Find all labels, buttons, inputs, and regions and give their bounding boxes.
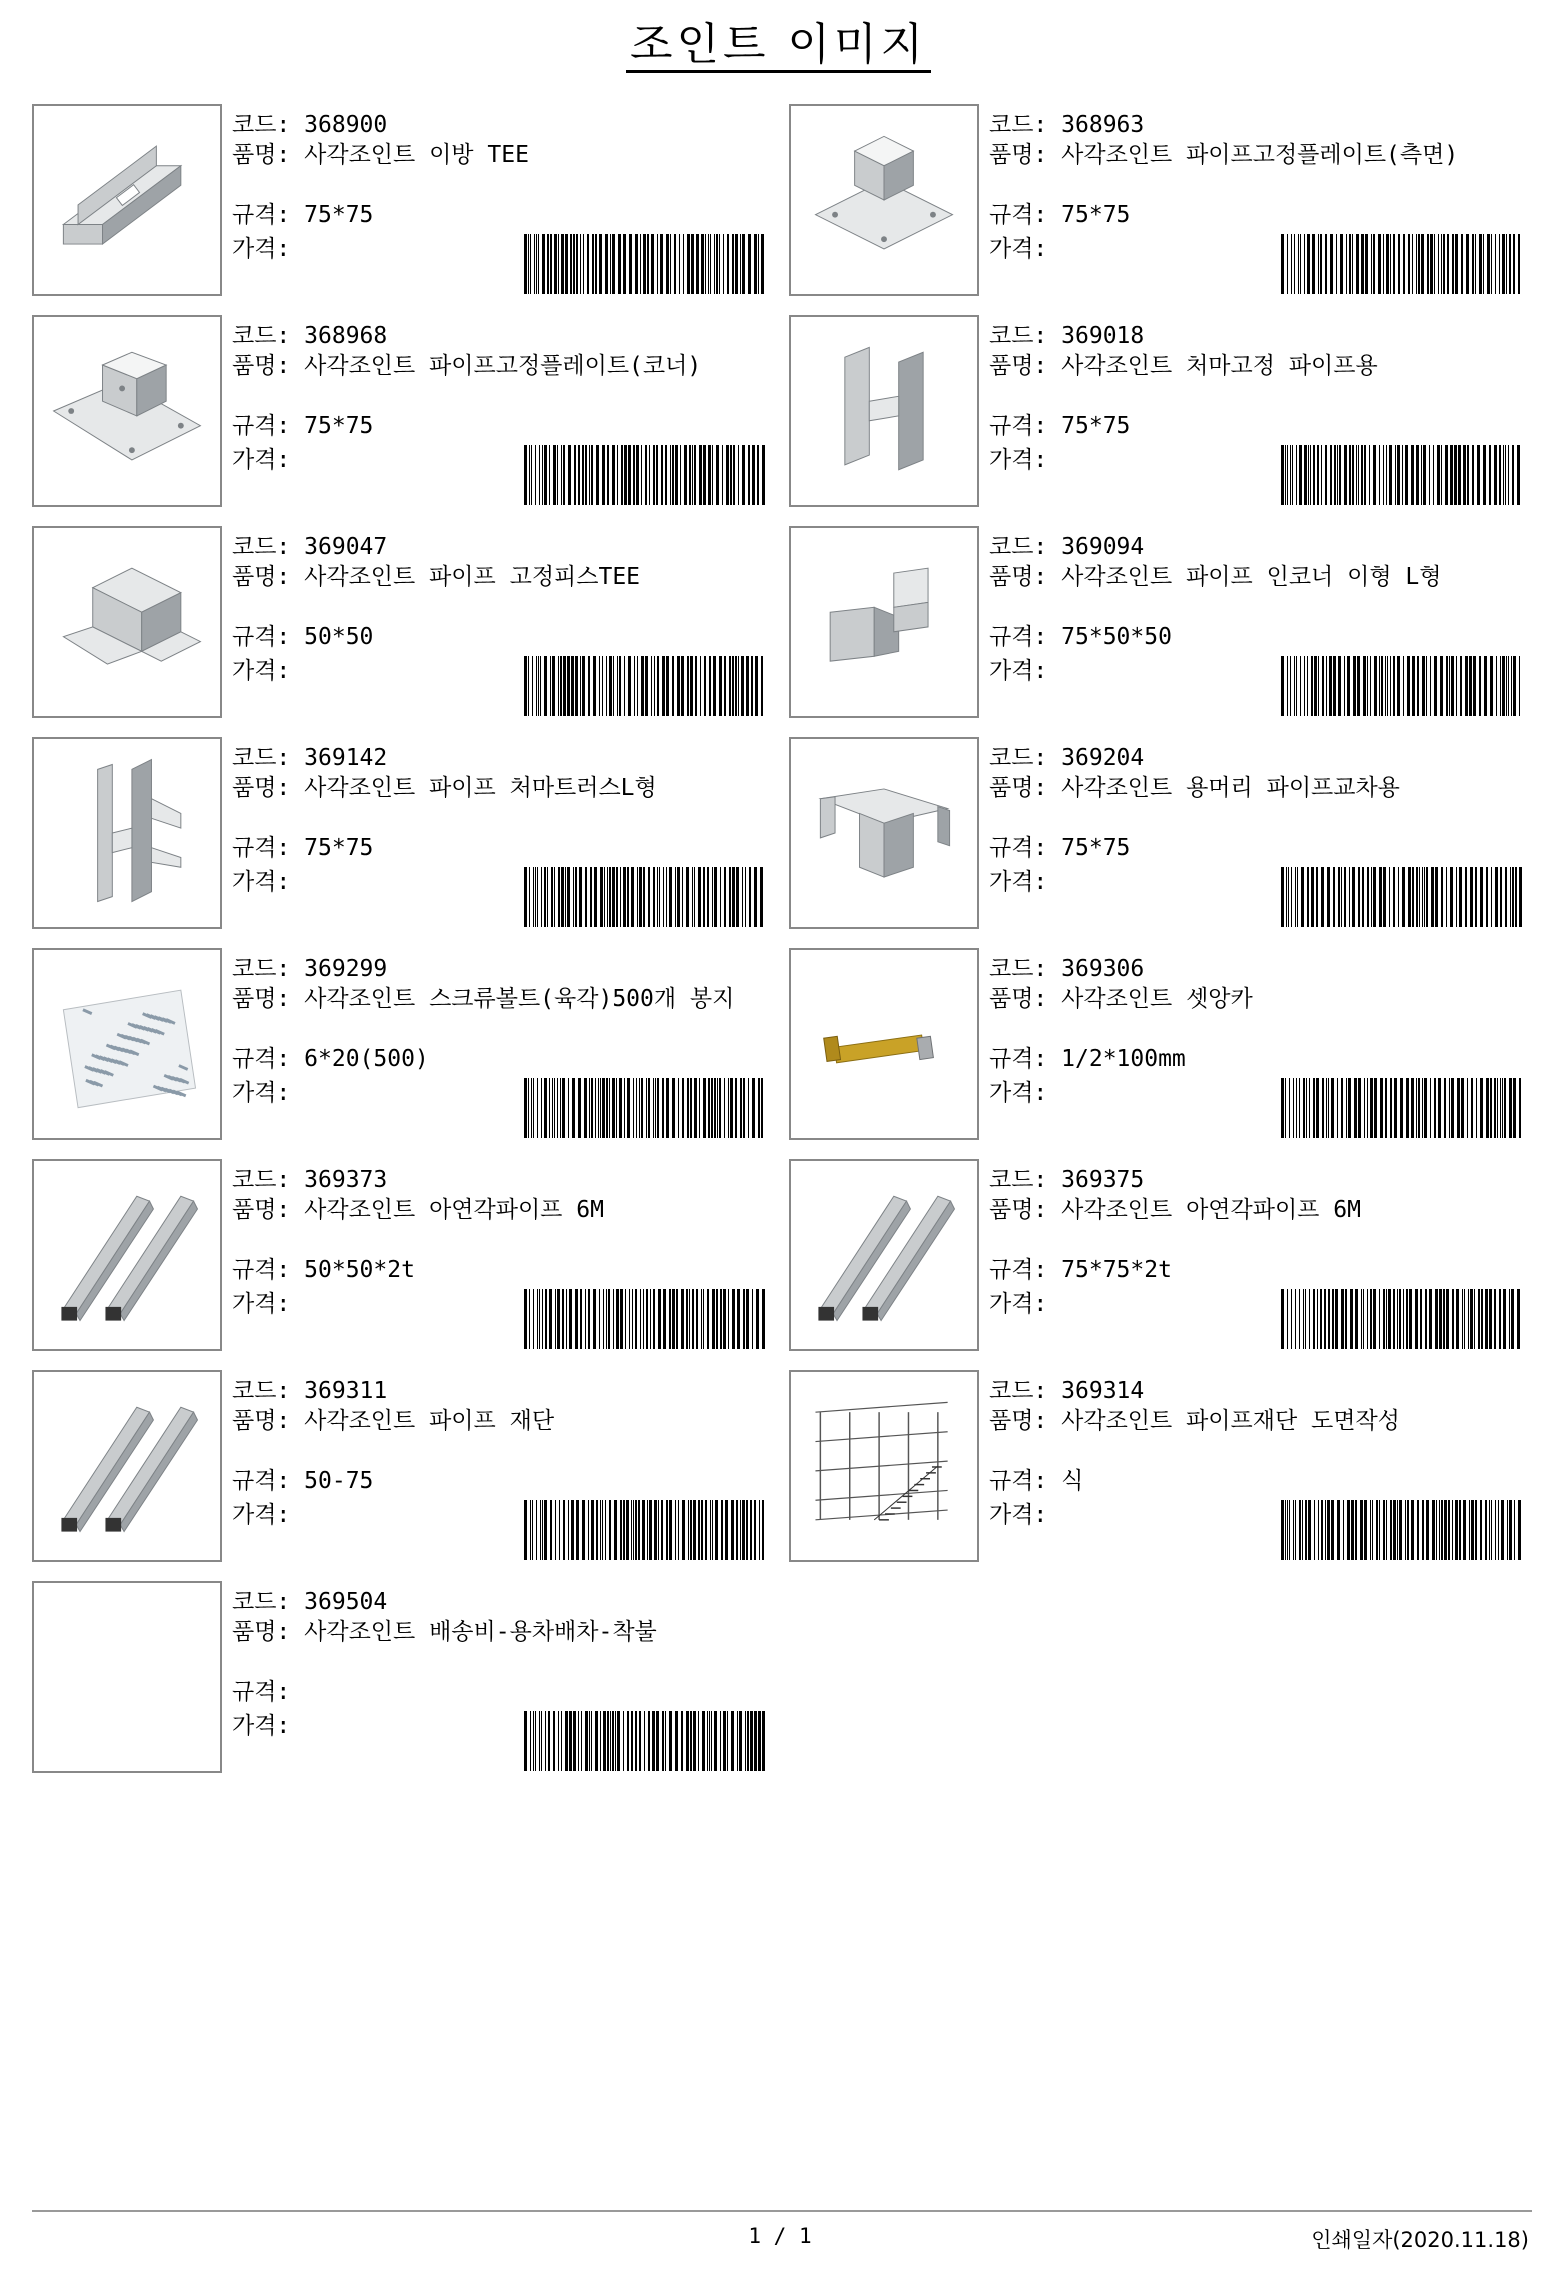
name-row [232,351,744,381]
spec-label: 규격: [989,835,1048,861]
name-value: 사각조인트 파이프재단 도면작성 [1061,1408,1400,1434]
code-label: 코드: [232,1589,291,1615]
name-label: 품명: [232,353,291,379]
spec-label: 규격: [989,624,1048,650]
name-value: 사각조인트 아연각파이프 6M [304,1197,604,1223]
price-label: 가격: [232,869,291,895]
product-image [789,315,979,507]
code-row [989,743,1144,773]
spec-value: 50*50*2t [304,1257,415,1283]
name-row [232,562,744,592]
name-row [232,984,744,1014]
spec-row [989,1044,1186,1074]
code-row [232,1165,387,1195]
price-row [989,1289,1047,1319]
product-image [789,526,979,718]
barcode [524,1711,772,1771]
code-row [232,1587,387,1617]
name-value: 사각조인트 배송비-용차배차-착불 [304,1619,657,1645]
price-row [232,1500,290,1530]
product-card [32,526,772,718]
product-image [32,104,222,296]
code-row [232,743,387,773]
spec-value: 75*75 [304,202,374,228]
spec-label: 규격: [989,1257,1048,1283]
code-label: 코드: [989,745,1048,771]
name-value: 사각조인트 아연각파이프 6M [1061,1197,1361,1223]
name-row [232,1195,744,1225]
price-row [232,1711,290,1741]
spec-label: 규격: [232,413,291,439]
name-row [989,351,1501,381]
code-value: 369094 [1061,534,1145,560]
name-value: 사각조인트 이방 TEE [304,142,529,168]
product-image [32,737,222,929]
name-label: 품명: [232,142,291,168]
spec-row [232,1044,429,1074]
truss-l-bracket-icon [34,739,220,927]
code-label: 코드: [232,1378,291,1404]
price-label: 가격: [232,1713,291,1739]
code-row [232,321,387,351]
product-card [789,948,1529,1140]
name-label: 품명: [232,1408,291,1434]
spec-value: 1/2*100mm [1061,1046,1186,1072]
spec-label: 규격: [232,1046,291,1072]
square-pipes-icon [34,1372,220,1560]
product-card [32,1370,772,1562]
square-pipes-icon [34,1161,220,1349]
name-row [989,1195,1501,1225]
price-row [989,1500,1047,1530]
spec-value: 6*20(500) [304,1046,429,1072]
product-image [32,526,222,718]
price-row [232,867,290,897]
barcode [524,1500,772,1560]
code-value: 368900 [304,112,388,138]
price-row [989,867,1047,897]
footer-divider [32,2210,1532,2212]
h-bracket-icon [791,317,977,505]
spec-label: 규격: [989,1046,1048,1072]
price-label: 가격: [989,236,1048,262]
name-label: 품명: [232,775,291,801]
name-label: 품명: [232,1619,291,1645]
product-card [789,737,1529,929]
square-pipes-icon [791,1161,977,1349]
price-label: 가격: [232,658,291,684]
code-label: 코드: [232,323,291,349]
product-card [32,737,772,929]
spec-label: 규격: [232,624,291,650]
code-label: 코드: [989,112,1048,138]
code-label: 코드: [232,534,291,560]
code-row [989,954,1144,984]
barcode [1281,1500,1529,1560]
code-label: 코드: [989,534,1048,560]
code-label: 코드: [232,745,291,771]
name-value: 사각조인트 용머리 파이프교차용 [1061,775,1400,801]
price-row [989,445,1047,475]
code-label: 코드: [989,323,1048,349]
code-label: 코드: [232,1167,291,1193]
spec-value: 75*75 [1061,835,1131,861]
u-channel-bracket-icon [34,106,220,294]
price-label: 가격: [232,447,291,473]
code-value: 368968 [304,323,388,349]
barcode [524,445,772,505]
product-image [789,948,979,1140]
barcode [1281,234,1529,294]
ridge-cross-bracket-icon [791,739,977,927]
spec-value: 50-75 [304,1468,374,1494]
spec-label: 규격: [989,413,1048,439]
spec-row [232,622,373,652]
spec-row [989,1255,1172,1285]
spec-row [232,1466,373,1496]
name-label: 품명: [232,564,291,590]
product-card [789,526,1529,718]
spec-row [989,833,1130,863]
price-row [989,1078,1047,1108]
code-label: 코드: [232,956,291,982]
name-row [989,984,1501,1014]
barcode [524,1078,772,1138]
product-card [32,948,772,1140]
spec-value: 75*75*2t [1061,1257,1172,1283]
name-value: 사각조인트 파이프 처마트러스L형 [304,775,657,801]
spec-value: 75*75 [1061,413,1131,439]
spec-label: 규격: [232,1257,291,1283]
name-value: 사각조인트 파이프고정플레이트(코너) [304,353,702,379]
barcode [524,1289,772,1349]
square-socket-plate-icon [791,106,977,294]
barcode [1281,867,1529,927]
product-image [32,315,222,507]
name-label: 품명: [989,1408,1048,1434]
name-value: 사각조인트 스크류볼트(육각)500개 봉지 [304,986,735,1012]
spec-row [989,200,1130,230]
name-label: 품명: [232,1197,291,1223]
product-card [32,104,772,296]
price-label: 가격: [989,1291,1048,1317]
code-value: 369299 [304,956,388,982]
code-row [989,532,1144,562]
barcode [1281,445,1529,505]
name-label: 품명: [989,986,1048,1012]
name-value: 사각조인트 처마고정 파이프용 [1061,353,1378,379]
code-label: 코드: [989,1378,1048,1404]
barcode [1281,1289,1529,1349]
name-label: 품명: [232,986,291,1012]
price-row [232,1289,290,1319]
spec-value: 식 [1061,1468,1084,1494]
inner-corner-bracket-icon [791,528,977,716]
spec-label: 규격: [989,202,1048,228]
price-row [232,656,290,686]
spec-value: 50*50 [304,624,374,650]
code-row [232,110,387,140]
name-label: 품명: [989,353,1048,379]
code-value: 369504 [304,1589,388,1615]
name-row [989,1406,1501,1436]
code-value: 369311 [304,1378,388,1404]
spec-value: 75*75 [304,413,374,439]
spec-row [232,1255,415,1285]
barcode [1281,656,1529,716]
spec-value: 75*75 [304,835,374,861]
spec-value: 75*50*50 [1061,624,1172,650]
product-image [789,1370,979,1562]
name-row [232,1617,744,1647]
name-row [232,1406,744,1436]
product-card [789,104,1529,296]
price-row [232,1078,290,1108]
spec-row [232,200,373,230]
saddle-bracket-icon [34,528,220,716]
anchor-bolt-icon [791,950,977,1138]
spec-row [989,1466,1083,1496]
code-label: 코드: [232,112,291,138]
name-row [232,773,744,803]
code-label: 코드: [989,1167,1048,1193]
spec-label: 규격: [232,1679,291,1705]
name-value: 사각조인트 파이프 재단 [304,1408,555,1434]
product-card [32,315,772,507]
spec-value: 75*75 [1061,202,1131,228]
name-label: 품명: [989,1197,1048,1223]
price-label: 가격: [989,1080,1048,1106]
price-label: 가격: [232,1502,291,1528]
page-title: 조인트 이미지 [0,18,1557,72]
product-image [32,1370,222,1562]
barcode [1281,1078,1529,1138]
spec-label: 규격: [232,835,291,861]
spec-row [989,622,1172,652]
spec-row [989,411,1130,441]
code-value: 369314 [1061,1378,1145,1404]
price-label: 가격: [232,1291,291,1317]
frame-drawing-icon [791,1372,977,1560]
name-label: 품명: [989,775,1048,801]
product-card [32,1159,772,1351]
code-row [232,532,387,562]
code-value: 368963 [1061,112,1145,138]
name-row [989,140,1501,170]
code-value: 369375 [1061,1167,1145,1193]
name-value: 사각조인트 셋앙카 [1061,986,1253,1012]
price-row [232,445,290,475]
name-value: 사각조인트 파이프고정플레이트(측면) [1061,142,1459,168]
print-date: 인쇄일자(2020.11.18) [1311,2228,1529,2252]
corner-socket-plate-icon [34,317,220,505]
code-value: 369204 [1061,745,1145,771]
price-label: 가격: [989,658,1048,684]
name-row [232,140,744,170]
price-label: 가격: [989,1502,1048,1528]
spec-label: 규격: [232,1468,291,1494]
price-row [989,234,1047,264]
screw-bag-icon [34,950,220,1138]
product-image [789,104,979,296]
name-row [989,562,1501,592]
product-card [789,1159,1529,1351]
product-image [32,1581,222,1773]
spec-label: 규격: [232,202,291,228]
code-value: 369142 [304,745,388,771]
product-card [789,315,1529,507]
barcode [524,656,772,716]
product-image [789,1159,979,1351]
barcode [524,234,772,294]
product-image [32,1159,222,1351]
spec-label: 규격: [989,1468,1048,1494]
code-value: 369306 [1061,956,1145,982]
price-label: 가격: [232,1080,291,1106]
spec-row [232,833,373,863]
price-row [989,656,1047,686]
code-row [232,1376,387,1406]
name-label: 품명: [989,564,1048,590]
barcode [524,867,772,927]
name-value: 사각조인트 파이프 인코너 이형 L형 [1061,564,1442,590]
code-value: 369047 [304,534,388,560]
code-row [989,1376,1144,1406]
page-number: 1 / 1 [748,2224,812,2248]
code-row [989,110,1144,140]
code-row [232,954,387,984]
product-card [32,1581,772,1773]
spec-row [232,411,373,441]
product-image [789,737,979,929]
code-value: 369373 [304,1167,388,1193]
price-label: 가격: [989,447,1048,473]
product-card [789,1370,1529,1562]
price-row [232,234,290,264]
code-label: 코드: [989,956,1048,982]
name-label: 품명: [989,142,1048,168]
code-row [989,1165,1144,1195]
product-image [32,948,222,1140]
name-row [989,773,1501,803]
code-row [989,321,1144,351]
code-value: 369018 [1061,323,1145,349]
spec-row [232,1677,290,1707]
name-value: 사각조인트 파이프 고정피스TEE [304,564,641,590]
price-label: 가격: [989,869,1048,895]
price-label: 가격: [232,236,291,262]
